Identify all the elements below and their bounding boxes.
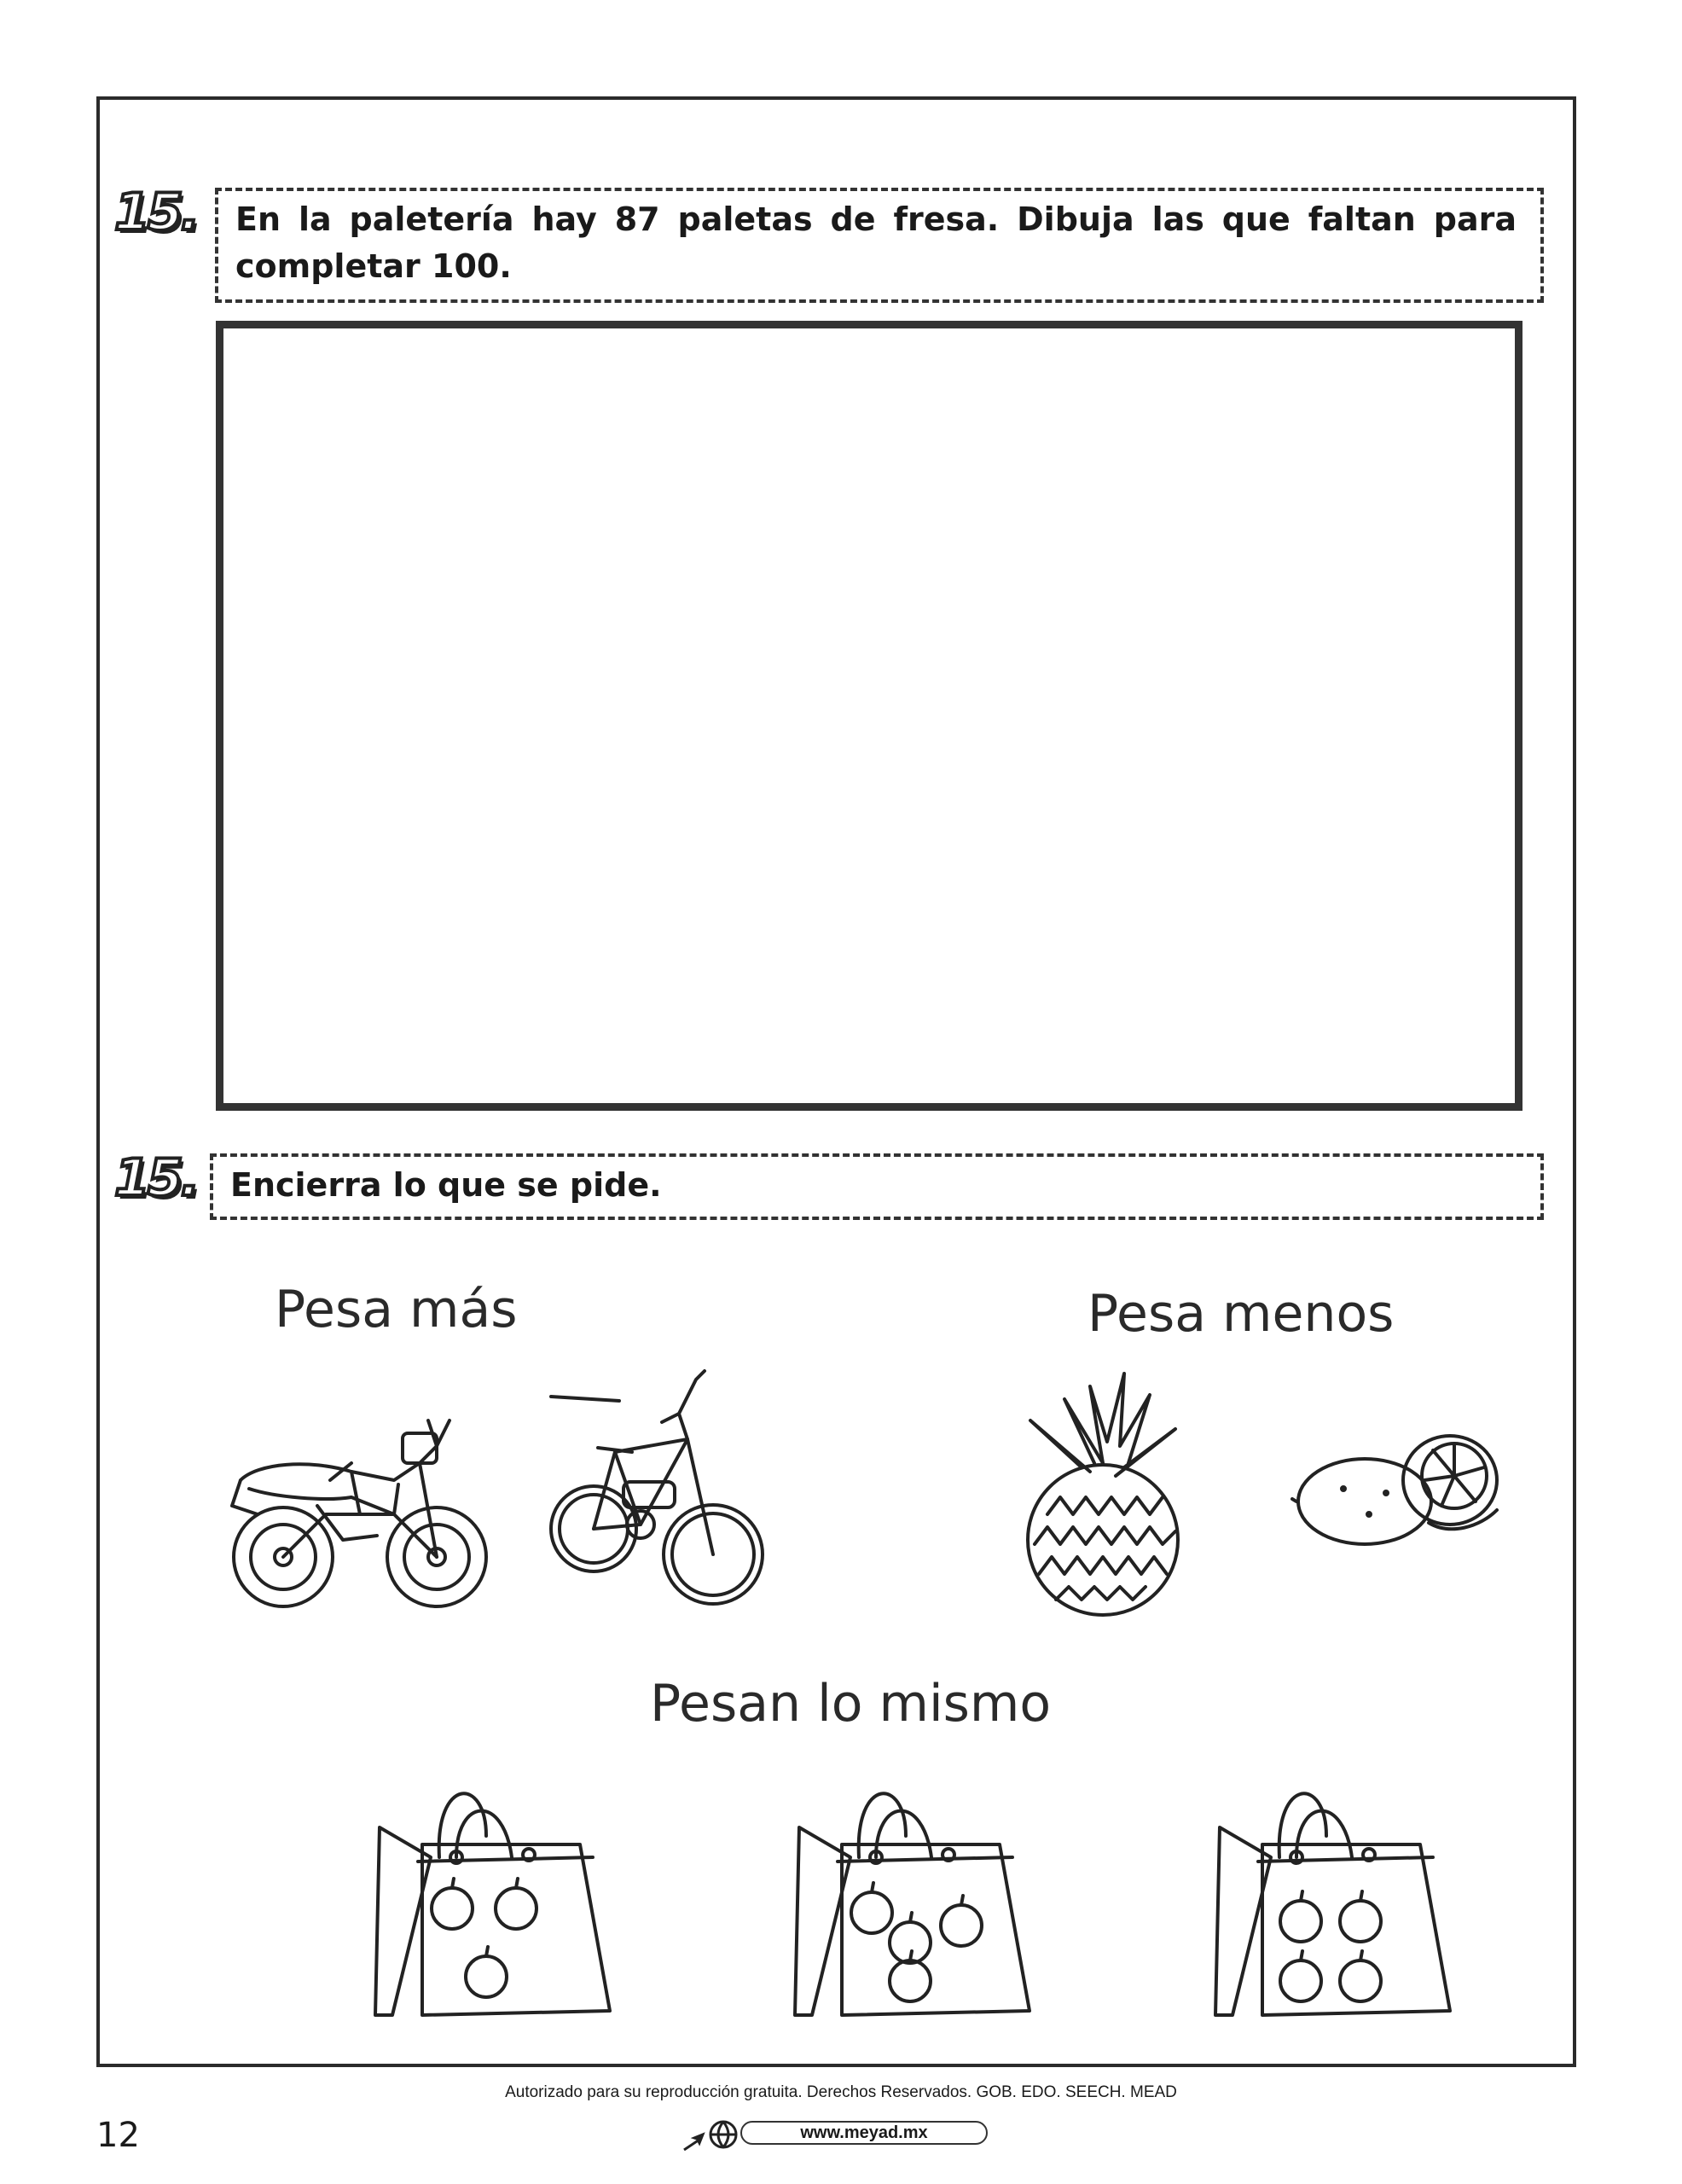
page-number: 12	[96, 2116, 140, 2155]
caption-pesa-menos: Pesa menos	[1088, 1284, 1395, 1344]
question-instruction: Encierra lo que se pide.	[210, 1153, 1544, 1220]
bicycle-icon[interactable]	[542, 1367, 766, 1616]
bag-4-apples-icon[interactable]	[795, 1776, 1030, 2019]
pineapple-icon[interactable]	[1022, 1369, 1184, 1617]
question-number: 15.	[114, 1148, 198, 1208]
footer-url-link[interactable]: www.meyad.mx	[740, 2121, 988, 2145]
motorcycle-icon[interactable]	[223, 1386, 492, 1612]
bag-4-apples-icon[interactable]	[1215, 1776, 1450, 2019]
caption-pesan-lo-mismo: Pesan lo mismo	[650, 1674, 1052, 1734]
question-number: 15.	[114, 183, 198, 242]
caption-pesa-mas: Pesa más	[275, 1280, 518, 1339]
question-instruction: En la paletería hay 87 paletas de fresa. Dibuja las que faltan para completar 100.	[215, 188, 1544, 303]
drawing-area[interactable]	[216, 321, 1522, 1111]
globe-cursor-icon	[682, 2117, 739, 2152]
lemon-icon[interactable]	[1292, 1429, 1501, 1548]
bag-3-apples-icon[interactable]	[375, 1776, 610, 2019]
footer-copyright: Autorizado para su reproducción gratuita. Derechos Reservados. GOB. EDO. SEECH. MEAD	[505, 2083, 1177, 2101]
